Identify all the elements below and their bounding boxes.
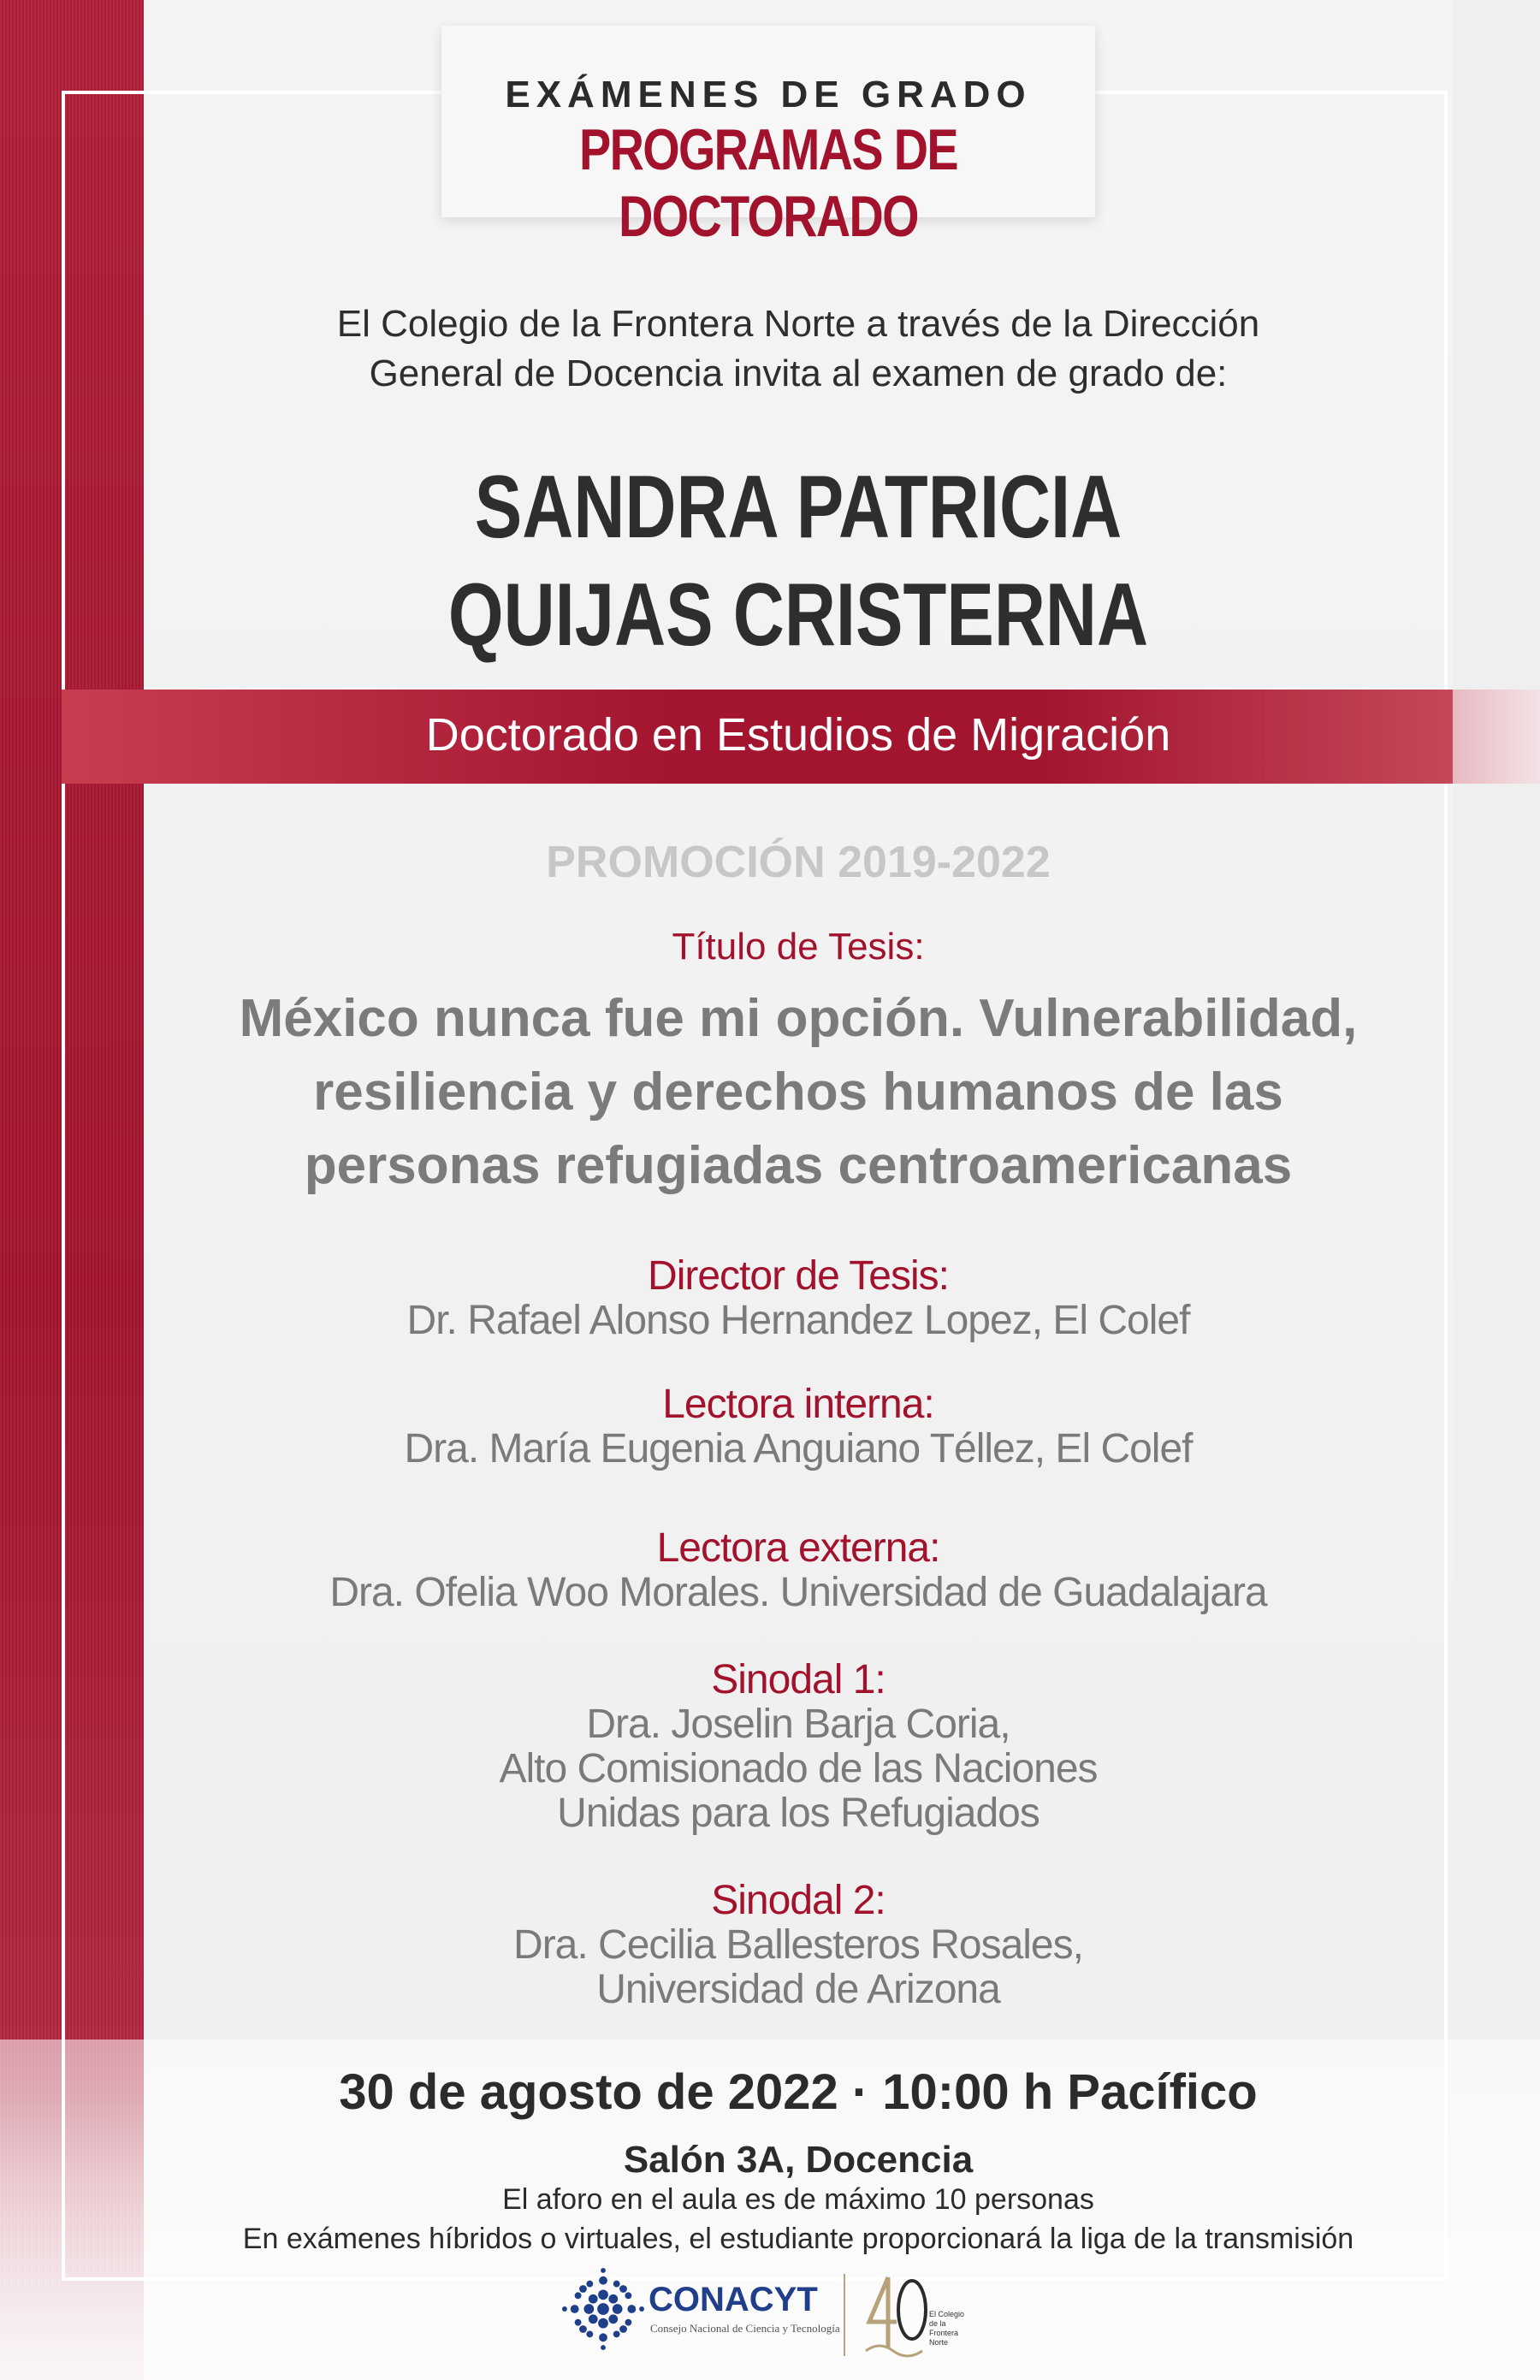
- intro-line-1: El Colegio de la Frontera Norte a través de la Dirección: [336, 303, 1260, 345]
- committee-value: Dr. Rafael Alonso Hernandez Lopez, El Colef: [406, 1298, 1190, 1343]
- student-name: [275, 453, 1322, 669]
- conacyt-logo-icon: [561, 2267, 645, 2351]
- committee-external-reader: [144, 1526, 1453, 1615]
- committee-label: Lectora externa:: [656, 1525, 940, 1571]
- committee-label: Sinodal 2:: [711, 1878, 886, 1923]
- thesis-title: [144, 982, 1453, 1203]
- student-name-line-1: SANDRA PATRICIA: [474, 458, 1122, 557]
- program-band-fade: [1453, 690, 1540, 784]
- conacyt-name: CONACYT: [649, 2281, 818, 2318]
- colef-subtitle: El Colegio de la Frontera Norte: [929, 2310, 965, 2347]
- committee-value: Dra. Cecilia Ballesteros Rosales, Universidad de Arizona: [513, 1922, 1083, 2012]
- promotion: PROMOCIÓN 2019-2022: [546, 838, 1051, 887]
- intro-text: [144, 299, 1453, 399]
- committee-value: Dra. María Eugenia Anguiano Téllez, El Colef: [404, 1426, 1193, 1471]
- thesis-title-line-3: personas refugiadas centroamericanas: [304, 1136, 1293, 1195]
- logos: [561, 2267, 1006, 2365]
- program-name: Doctorado en Estudios de Migración: [425, 709, 1171, 761]
- anniversary-40-logo-icon: [862, 2269, 931, 2361]
- header-subtitle: PROGRAMAS DE DOCTORADO: [579, 117, 957, 249]
- event-capacity: El aforo en el aula es de máximo 10 personas: [502, 2183, 1094, 2216]
- committee-label: Lectora interna:: [662, 1382, 934, 1427]
- event-datetime: 30 de agosto de 2022 · 10:00 h Pacífico: [339, 2064, 1258, 2120]
- committee-sinodal-1: [144, 1658, 1453, 1836]
- thesis-title-line-1: México nunca fue mi opción. Vulnerabilidad,: [239, 989, 1358, 1048]
- conacyt-subtitle: Consejo Nacional de Ciencia y Tecnología: [650, 2322, 840, 2335]
- thesis-title-line-2: resiliencia y derechos humanos de las: [313, 1063, 1283, 1122]
- intro-line-2: General de Docencia invita al examen de grado de:: [369, 352, 1228, 394]
- thesis-label: Título de Tesis:: [672, 926, 925, 968]
- committee-value: Dra. Joselin Barja Coria, Alto Comisionado de las Naciones Unidas para los Refugiados: [499, 1702, 1098, 1836]
- committee-value: Dra. Ofelia Woo Morales. Universidad de Guadalajara: [329, 1570, 1267, 1615]
- committee-internal-reader: [144, 1382, 1453, 1471]
- header-title: EXÁMENES DE GRADO: [505, 74, 1032, 115]
- committee-sinodal-2: [144, 1879, 1453, 2012]
- event-place: Salón 3A, Docencia: [623, 2139, 974, 2181]
- student-name-line-2: QUIJAS CRISTERNA: [447, 565, 1149, 665]
- committee-label: Director de Tesis:: [648, 1253, 949, 1299]
- committee-director: [144, 1254, 1453, 1343]
- logo-divider: [844, 2274, 845, 2356]
- event-note: En exámenes híbridos o virtuales, el estudiante proporcionará la liga de la transmisión: [242, 2223, 1354, 2255]
- committee-label: Sinodal 1:: [711, 1657, 886, 1702]
- header-box: [441, 26, 1095, 249]
